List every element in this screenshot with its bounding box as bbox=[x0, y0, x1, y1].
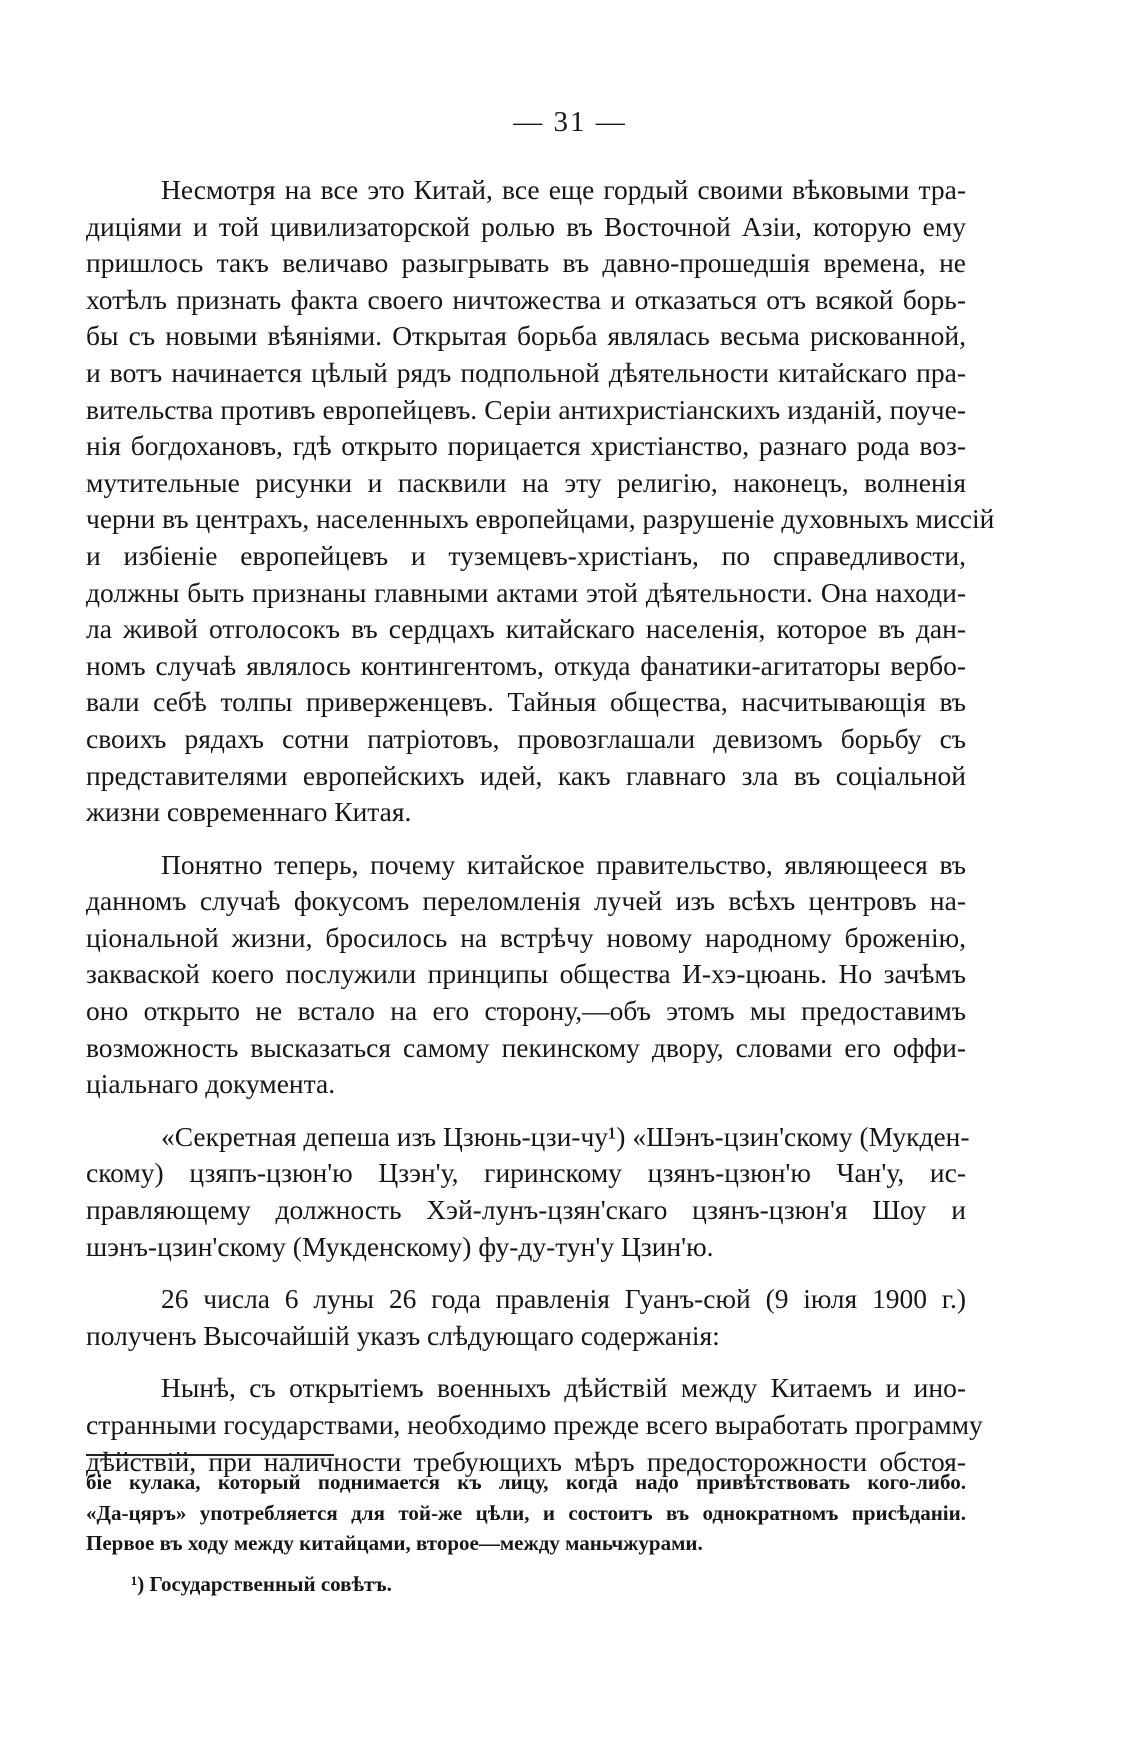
text-line: вительства противъ европейцевъ. Серіи антихристіанскихъ изданій, поуче- bbox=[86, 393, 966, 425]
text-line: своихъ рядахъ сотни патріотовъ, провозглашали девизомъ борьбу съ bbox=[86, 722, 966, 754]
paragraph-spacer bbox=[86, 1103, 966, 1119]
paragraph-decree-text bbox=[86, 1370, 983, 1480]
footnotes bbox=[86, 1467, 966, 1599]
text-line: вали себѣ толпы приверженцевъ. Тайныя общества, насчитывающія въ bbox=[86, 686, 966, 718]
text-line: шэнъ-цзин'скому (Мукденскому) фу-ду-тун'у Цзин'ю. bbox=[86, 1230, 714, 1262]
text-line: номъ случаѣ являлось контингентомъ, откуда фанатики-агитаторы вербо- bbox=[86, 649, 966, 681]
footnote-line: Первое въ ходу между китайцами, второе—между маньчжурами. bbox=[86, 1531, 703, 1555]
text-line: возможность высказаться самому пекинскому двору, словами его оффи- bbox=[86, 1031, 966, 1063]
text-line: пришлось такъ величаво разыгрывать въ давно-прошедшія времена, не bbox=[86, 247, 966, 279]
text-line: оно открыто не встало на его сторону,—объ этомъ мы предоставимъ bbox=[86, 995, 966, 1027]
footnote-1: ¹) Государственный совѣтъ. bbox=[131, 1571, 392, 1596]
paragraph-china-resistance bbox=[86, 172, 995, 831]
paragraph-spacer bbox=[86, 1265, 966, 1281]
text-line: мутительные рисунки и пасквили на эту религію, наконецъ, волненія bbox=[86, 466, 966, 498]
footnote-line: «Да-цяръ» употребляется для той-же цѣли, и состоитъ въ однократномъ присѣданіи. bbox=[86, 1500, 966, 1525]
page-number: — 31 — bbox=[513, 106, 627, 138]
footnote-divider bbox=[86, 1454, 334, 1456]
text-line: должны быть признаны главными актами этой дѣятельности. Она находи- bbox=[86, 576, 966, 608]
text-line: правляющему должность Хэй-лунъ-цзян'скаго цзянъ-цзюн'я Шоу и bbox=[86, 1194, 966, 1226]
footnote-line: біе кулака, который поднимается къ лицу, когда надо привѣтствовать кого-либо. bbox=[86, 1470, 966, 1494]
text-line: жизни современнаго Китая. bbox=[86, 796, 412, 828]
text-line: полученъ Высочайшій указъ слѣдующаго содержанія: bbox=[86, 1319, 720, 1351]
paragraph-government-position bbox=[86, 847, 966, 1103]
main-text bbox=[86, 172, 995, 1480]
text-line: черни въ центрахъ, населенныхъ европейцами, разрушеніе духовныхъ миссій bbox=[86, 503, 995, 535]
text-line: диціями и той цивилизаторской ролью въ Восточной Азіи, которую ему bbox=[86, 210, 966, 242]
text-line: Несмотря на все это Китай, все еще гордый своими вѣковыми тра- bbox=[161, 174, 966, 205]
paragraph-secret-dispatch bbox=[86, 1119, 970, 1265]
text-line: странными государствами, необходимо прежде всего выработать программу bbox=[86, 1409, 983, 1440]
text-line: 26 числа 6 луны 26 года правленія Гуанъ-сюй (9 іюля 1900 г.) bbox=[161, 1283, 966, 1315]
text-line: «Секретная депеша изъ Цзюнь-цзи-чу¹) «Шэнъ-цзин'скому (Мукден- bbox=[161, 1120, 970, 1152]
paragraph-spacer bbox=[86, 1354, 966, 1370]
text-line: хотѣлъ признать факта своего ничтожества и отказаться отъ всякой борь- bbox=[86, 283, 966, 315]
text-line: Понятно теперь, почему китайское правительство, являющееся въ bbox=[161, 848, 966, 880]
text-line: ла живой отголосокъ въ сердцахъ китайскаго населенія, которое въ дан- bbox=[86, 613, 966, 645]
paragraph-decree-date bbox=[86, 1281, 966, 1354]
text-line: ціональной жизни, бросилось на встрѣчу новому народному броженію, bbox=[86, 921, 966, 953]
text-line: бы съ новыми вѣяніями. Открытая борьба являлась весьма рискованной, bbox=[86, 320, 966, 352]
text-line: представителями европейскихъ идей, какъ главнаго зла въ соціальной bbox=[86, 759, 966, 791]
text-line: данномъ случаѣ фокусомъ переломленія лучей изъ всѣхъ центровъ на- bbox=[86, 885, 966, 917]
text-line: скому) цзяпъ-цзюн'ю Цзэн'у, гиринскому цзянъ-цзюн'ю Чан'у, ис- bbox=[86, 1157, 966, 1189]
text-line: ціальнаго документа. bbox=[86, 1068, 336, 1100]
text-line: закваской коего послужили принципы общества И-хэ-цюань. Но зачѣмъ bbox=[86, 958, 966, 990]
text-line: и вотъ начинается цѣлый рядъ подпольной дѣятельности китайскаго пра- bbox=[86, 356, 966, 388]
text-line: нія богдохановъ, гдѣ открыто порицается христіанство, разнаго рода воз- bbox=[86, 430, 966, 462]
paragraph-spacer bbox=[86, 831, 966, 847]
text-line: и избіеніе европейцевъ и туземцевъ-христіанъ, по справедливости, bbox=[86, 539, 966, 571]
text-line: дѣйствій, при наличности требующихъ мѣръ предосторожности обстоя- bbox=[86, 1445, 966, 1477]
text-line: Нынѣ, съ открытіемъ военныхъ дѣйствій между Китаемъ и ино- bbox=[161, 1372, 966, 1404]
